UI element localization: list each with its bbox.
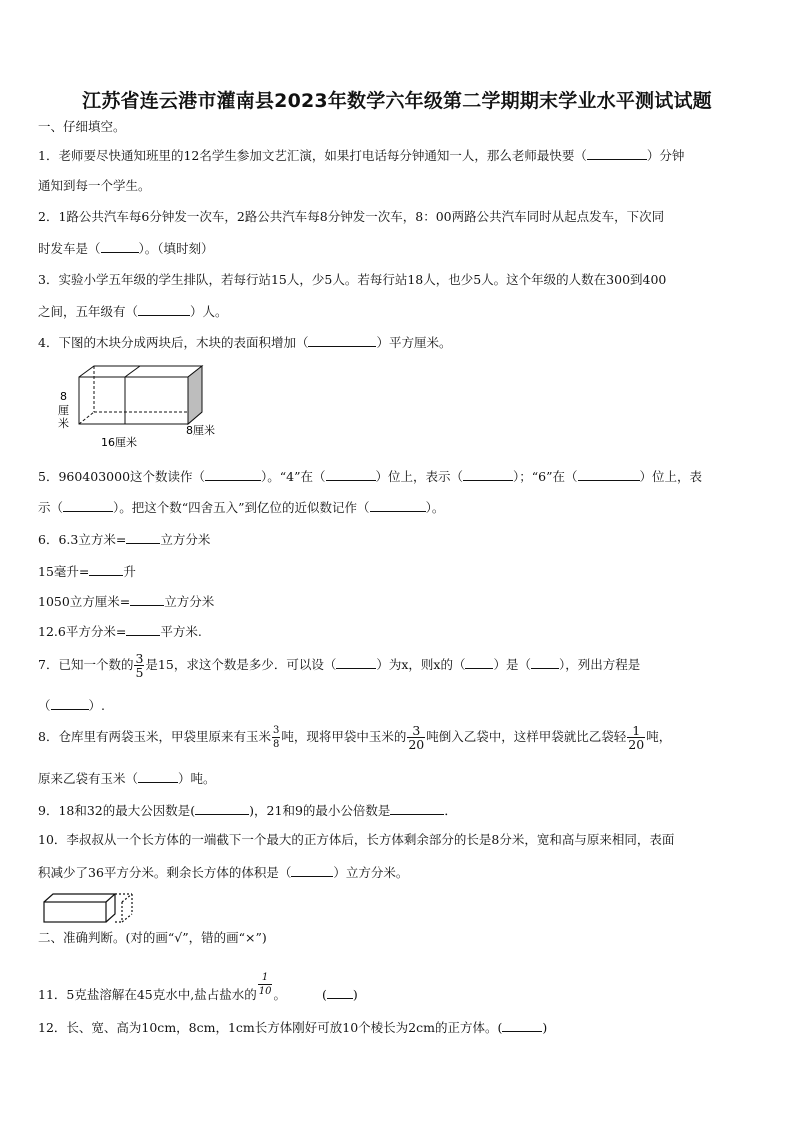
answer-blank[interactable] (502, 1018, 542, 1032)
answer-blank[interactable] (327, 985, 353, 999)
question-6-line-3: 1050立方厘米= 立方分米 (38, 594, 215, 609)
question-3-line-2: 之间，五年级有（ ）人。 (38, 304, 228, 319)
question-2-line-2: 时发车是（ ）。（填时刻） (38, 241, 214, 256)
height-label: 8 (60, 390, 67, 403)
answer-blank[interactable] (308, 333, 376, 347)
question-1-line-2: 通知到每一个学生。 (38, 178, 151, 193)
front-face (79, 377, 188, 424)
question-7-line-1: 7．已知一个数的 $\frac{3}{5}$ 是15，求这个数是多少．可以设（ ）为x，则x的（ ）是（ ），列出方程是 (38, 651, 641, 680)
section-2-heading: 二、准确判断。(对的画“√”，错的画“×”) (38, 930, 267, 945)
question-6-line-4: 12.6平方分米= 平方米. (38, 624, 202, 639)
answer-blank[interactable] (531, 655, 559, 669)
cut-line-top (125, 366, 140, 377)
answer-blank[interactable] (89, 562, 123, 576)
question-9: 9．18和32的最大公因数是( )，21和9的最小公倍数是 ． (38, 803, 457, 818)
cuboid-front (44, 902, 106, 922)
question-6-line-2: 15毫升= 升 (38, 564, 136, 579)
fraction: $\frac{1}{10}$ (258, 972, 272, 997)
answer-blank[interactable] (138, 769, 178, 783)
answer-blank[interactable] (51, 696, 89, 710)
answer-blank[interactable] (101, 239, 139, 253)
answer-blank[interactable] (587, 146, 647, 160)
cuboid-figure (55, 362, 230, 452)
section-1-heading: 一、仔细填空。 (38, 119, 126, 134)
width-label: 8厘米 (186, 424, 215, 437)
question-4: 4．下图的木块分成两块后，木块的表面积增加（ ）平方厘米。 (38, 335, 452, 350)
answer-blank[interactable] (130, 592, 164, 606)
question-8-line-2: 原来乙袋有玉米（ ）吨。 (38, 771, 216, 786)
answer-blank[interactable] (370, 498, 426, 512)
question-1-line-1: 1．老师要尽快通知班里的12名学生参加文艺汇演，如果打电话每分钟通知一人，那么老师最快要（ ）分钟 (38, 148, 685, 163)
fraction: $\frac{1}{20}$ (628, 723, 645, 752)
shaded-side-face (188, 366, 202, 424)
length-label: 16厘米 (101, 436, 137, 449)
hidden-edge (79, 412, 94, 424)
fraction: $\frac{3}{5}$ (135, 651, 144, 680)
fraction: $\frac{3}{8}$ (272, 725, 280, 750)
top-face (79, 366, 202, 377)
question-3-line-1: 3．实验小学五年级的学生排队，若每行站15人，少5人。若每行站18人，也少5人。这个年级的人数在300到400 (38, 272, 667, 287)
answer-blank[interactable] (126, 622, 160, 636)
answer-blank[interactable] (465, 655, 493, 669)
answer-blank[interactable] (291, 863, 333, 877)
question-5-line-1: 5．960403000这个数读作（ ）。“4”在（ ）位上，表示（ ）；“6”在（ ）位上，表 (38, 469, 703, 484)
cuboid-cut-figure (40, 890, 150, 926)
answer-blank[interactable] (336, 655, 376, 669)
height-unit-1: 厘 (58, 404, 69, 417)
question-10-line-1: 10．李叔叔从一个长方体的一端截下一个最大的正方体后，长方体剩余部分的长是8分米，宽和高与原来相同，表面 (38, 832, 675, 847)
fraction: $\frac{3}{20}$ (408, 723, 425, 752)
answer-blank[interactable] (63, 498, 113, 512)
question-7-line-2: （ ）. (38, 698, 105, 713)
answer-blank[interactable] (126, 530, 160, 544)
answer-blank[interactable] (578, 467, 640, 481)
question-10-line-2: 积减少了36平方分米。剩余长方体的体积是（ ）立方分米。 (38, 865, 409, 880)
cuboid-top (44, 894, 115, 902)
answer-blank[interactable] (195, 801, 249, 815)
answer-blank[interactable] (205, 467, 261, 481)
removed-cube-outline (115, 894, 132, 922)
answer-blank[interactable] (390, 801, 444, 815)
question-2-line-1: 2．1路公共汽车每6分钟发一次车，2路公共汽车每8分钟发一次车，8：00两路公共汽车同时从起点发车，下次同 (38, 209, 665, 224)
page-title: 江苏省连云港市灌南县2023年数学六年级第二学期期末学业水平测试试题 (82, 90, 712, 112)
answer-blank[interactable] (326, 467, 376, 481)
height-unit-2: 米 (58, 417, 69, 430)
question-12: 12．长、宽、高为10cm，8cm，1cm长方体刚好可放10个棱长为2cm的正方体。( ) (38, 1020, 548, 1035)
question-5-line-2: 示（ ）。把这个数“四舍五入”到亿位的近似数记作（ ）。 (38, 500, 445, 515)
answer-blank[interactable] (138, 302, 190, 316)
question-8-line-1: 8．仓库里有两袋玉米，甲袋里原来有玉米 $\frac{3}{8}$ 吨，现将甲袋中玉米的 $\frac{3}{20}$ 吨倒入乙袋中，这样甲袋就比乙袋轻 $\frac{1}{20}$ 吨， (38, 723, 672, 752)
question-11: 11．5克盐溶解在45克水中,盐占盐水的 $\frac{1}{10}$ 。 ( ) (38, 972, 358, 1002)
answer-blank[interactable] (463, 467, 513, 481)
question-6-line-1: 6．6.3立方米= 立方分米 (38, 532, 211, 547)
